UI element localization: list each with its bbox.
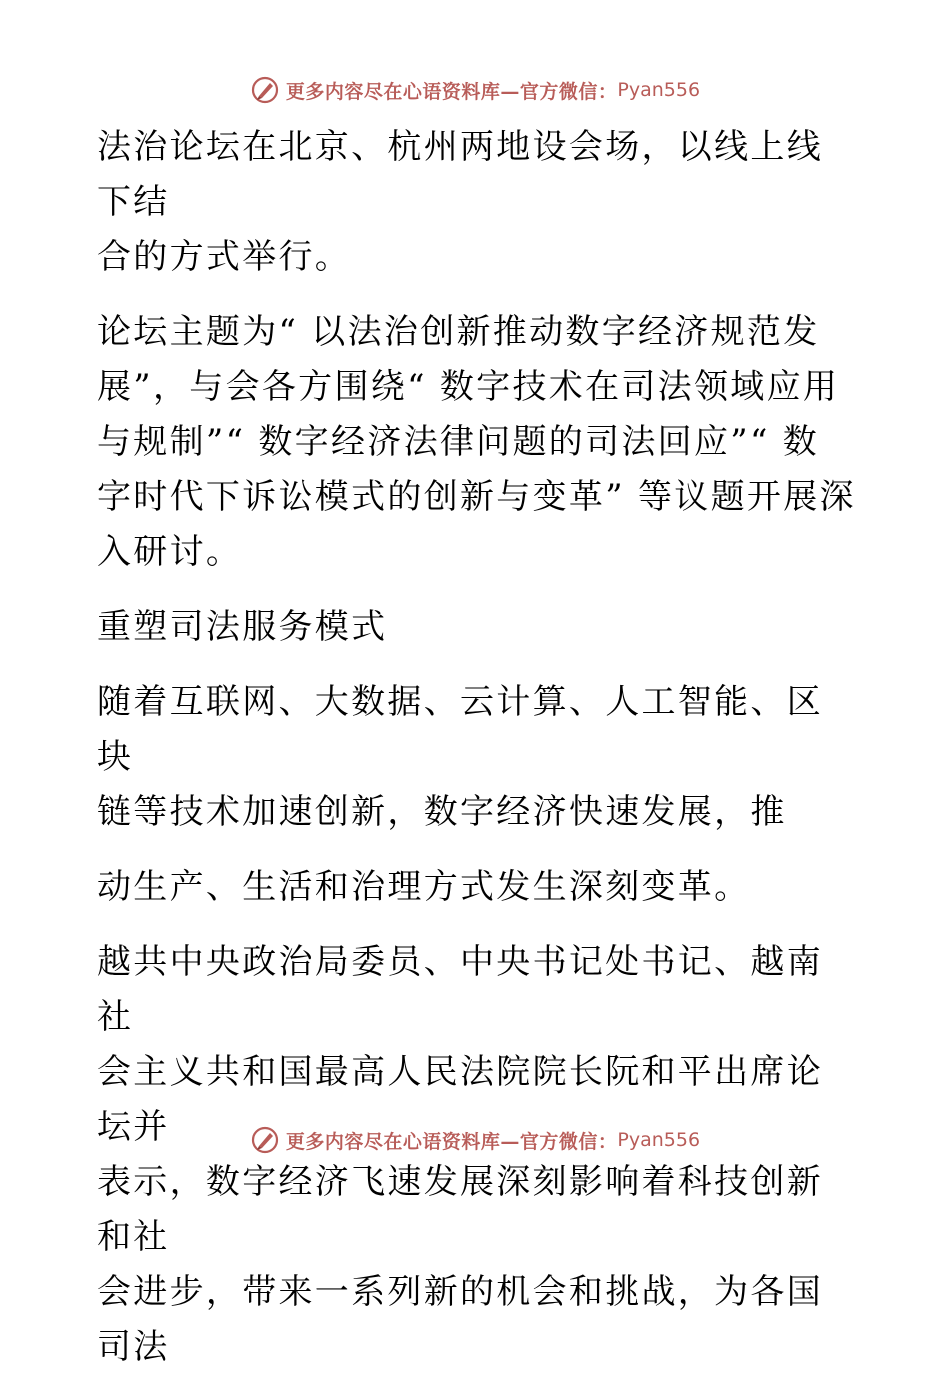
footer-watermark-account: Pyan556 — [617, 1129, 701, 1151]
page-header-watermark — [0, 70, 950, 110]
paragraph-forum-venue: 法治论坛在北京、杭州两地设会场，以线上线下结 合的方式举行。 — [97, 127, 823, 277]
paragraph-digital-tech: 随着互联网、大数据、云计算、人工智能、区块 链等技术加速创新，数字经济快速发展，推 — [97, 682, 823, 832]
document-body — [97, 120, 857, 1395]
page-footer-watermark — [0, 1120, 950, 1160]
footer-watermark-text: 更多内容尽在心语资料库—官方微信： — [285, 1130, 618, 1153]
paragraph-vietnam-court: 越共中央政治局委员、中央书记处书记、越南社 会主义共和国最高人民法院院长阮和平出席论坛并 表示，数字经济飞速发展深刻影响着科技创新和社 会进步，带来一系列新的机会和挑战，为各国司法 — [97, 942, 823, 1367]
header-watermark-text: 更多内容尽在心语资料库—官方微信： — [285, 80, 618, 103]
quill-pen-logo-icon — [250, 1125, 280, 1155]
header-watermark-account: Pyan556 — [617, 79, 701, 101]
section-heading: 重塑司法服务模式 — [97, 607, 388, 647]
quill-pen-logo-icon — [250, 75, 280, 105]
paragraph-forum-theme: 论坛主题为“ 以法治创新推动数字经济规范发 展”，与会各方围绕“ 数字技术在司法领域应用 与规制”“ 数字经济法律问题的司法回应”“ 数 字时代下诉讼模式的创新与变革” 等议题开展深 入研讨。 — [97, 312, 856, 572]
paragraph-transformation: 动生产、生活和治理方式发生深刻变革。 — [97, 867, 751, 907]
